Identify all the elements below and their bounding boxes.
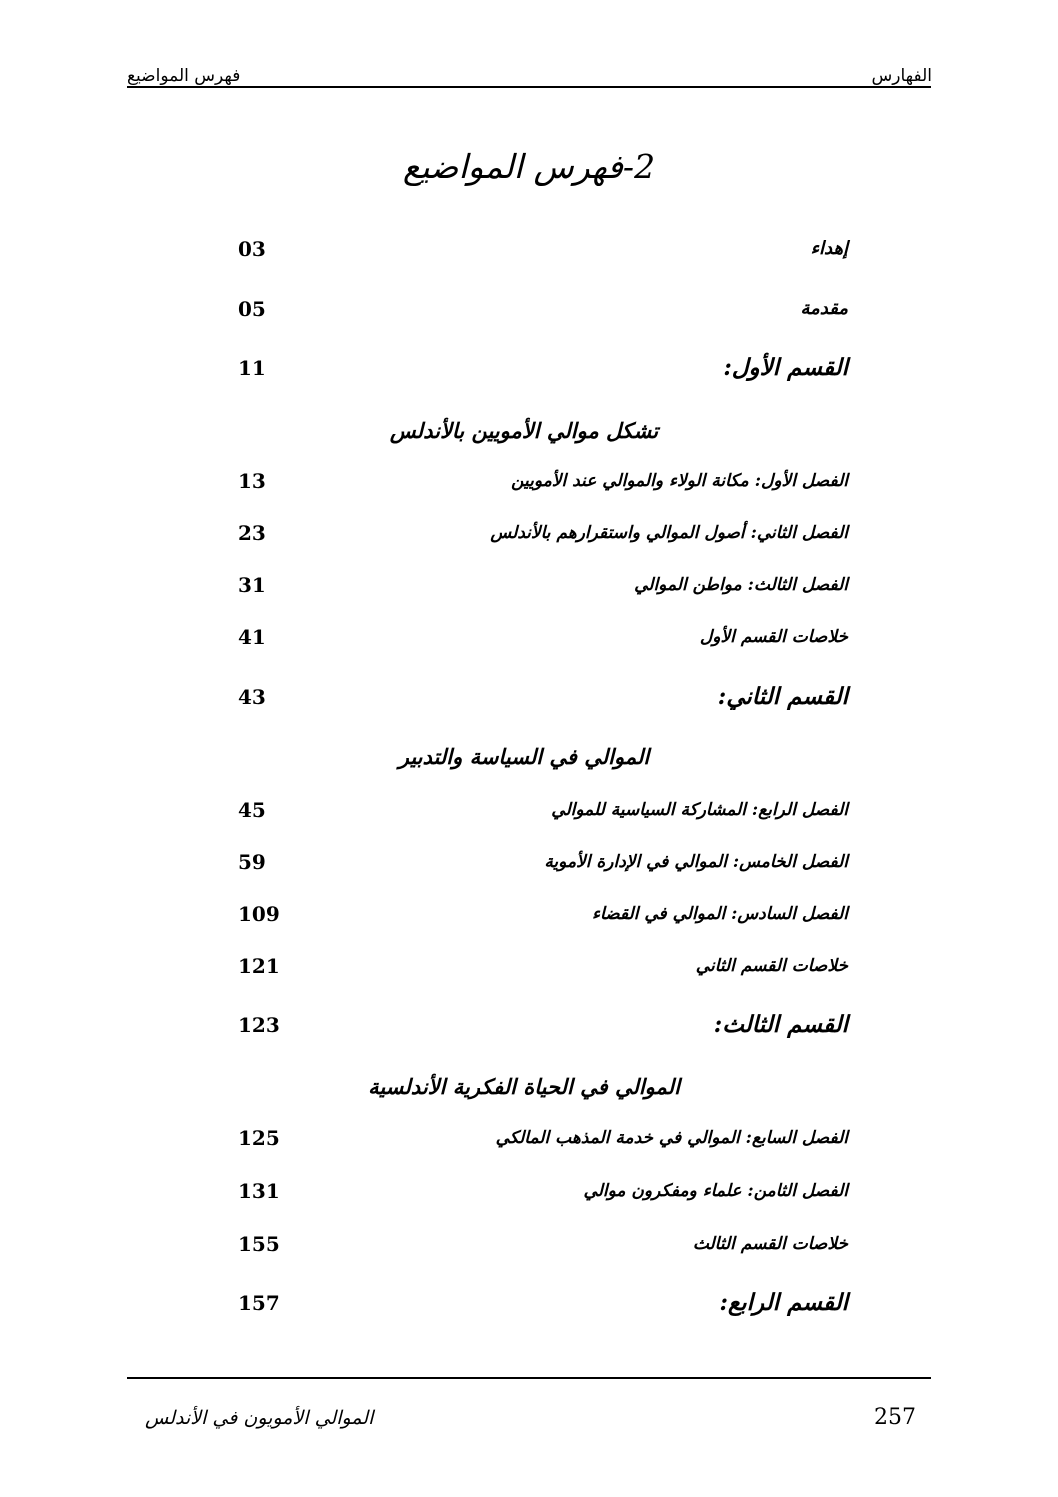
toc-entry-page: 131	[238, 1179, 280, 1203]
toc-entry-page: 23	[238, 521, 266, 545]
toc-entry-page: 41	[238, 625, 266, 649]
toc-entry-label: الفصل الرابع: المشاركة السياسية للموالي	[551, 800, 848, 820]
toc-entry-page: 11	[238, 356, 266, 380]
toc-entry-part-1	[200, 351, 848, 385]
toc-entry-label: القسم الثاني:	[717, 683, 848, 710]
page-title: 2-فهرس المواضيع	[402, 147, 656, 186]
toc-entry-label: الفصل الثاني: أصول الموالي واستقرارهم بالأندلس	[490, 523, 848, 543]
toc-entry-page: 59	[238, 850, 266, 874]
toc-entry-chapter-5	[200, 845, 848, 879]
toc-entry-label: الفصل السابع: الموالي في خدمة المذهب المالكي	[495, 1128, 848, 1148]
running-header-section: الفهارس	[871, 66, 932, 86]
toc-entry-chapter-8	[200, 1174, 848, 1208]
toc-entry-page: 121	[238, 954, 280, 978]
toc-entry-part-4	[200, 1286, 848, 1320]
footer-page-number: 257	[874, 1405, 916, 1430]
toc-entry-chapter-7	[200, 1121, 848, 1155]
toc-entry-chapter-3	[200, 568, 848, 602]
header-rule	[127, 86, 931, 88]
toc-entry-page: 43	[238, 685, 266, 709]
toc-entry-page: 31	[238, 573, 266, 597]
running-header-title: فهرس المواضيع	[127, 66, 241, 86]
toc-entry-chapter-4	[200, 793, 848, 827]
toc-entry-summary-1	[200, 620, 848, 654]
toc-entry-summary-3	[200, 1227, 848, 1261]
toc-entry-page: 13	[238, 469, 266, 493]
toc-entry-page: 03	[238, 237, 266, 261]
toc-entry-label: الفصل السادس: الموالي في القضاء	[592, 904, 848, 924]
toc-entry-page: 155	[238, 1232, 280, 1256]
toc-entry-label: إهداء	[810, 238, 848, 259]
toc-entry-page: 125	[238, 1126, 280, 1150]
toc-entry-label: القسم الرابع:	[719, 1289, 848, 1316]
footer-rule	[127, 1377, 931, 1379]
toc-entry-label: الفصل الأول: مكانة الولاء والموالي عند الأمويين	[511, 471, 848, 491]
toc-entry-label: خلاصات القسم الثاني	[695, 956, 848, 976]
toc-entry-page: 157	[238, 1291, 280, 1315]
toc-entry-label: خلاصات القسم الأول	[699, 627, 848, 647]
toc-entry-label: الفصل الثالث: مواطن الموالي	[634, 575, 848, 595]
footer-book-title: الموالي الأمويون في الأندلس	[145, 1407, 374, 1429]
toc-entry-page: 123	[238, 1013, 280, 1037]
toc-entry-introduction	[200, 292, 848, 326]
toc-entry-page: 109	[238, 902, 280, 926]
toc-entry-chapter-6	[200, 897, 848, 931]
toc-entry-label: القسم الأول:	[723, 354, 848, 381]
toc-entry-label: خلاصات القسم الثالث	[692, 1234, 848, 1254]
toc-entry-summary-2	[200, 949, 848, 983]
toc-part-2-subtitle: الموالي في السياسة والتدبير	[398, 744, 650, 769]
toc-entry-part-2	[200, 680, 848, 714]
toc-entry-dedication	[200, 232, 848, 266]
toc-entry-label: الفصل الثامن: علماء ومفكرون موالي	[583, 1181, 848, 1201]
toc-part-3-subtitle: الموالي في الحياة الفكرية الأندلسية	[368, 1074, 680, 1099]
toc-entry-chapter-2	[200, 516, 848, 550]
toc-entry-page: 45	[238, 798, 266, 822]
toc-entry-chapter-1	[200, 464, 848, 498]
toc-entry-label: مقدمة	[800, 298, 848, 319]
toc-entry-part-3	[200, 1008, 848, 1042]
toc-entry-label: الفصل الخامس: الموالي في الإدارة الأموية	[544, 852, 848, 872]
toc-entry-label: القسم الثالث:	[713, 1011, 848, 1038]
toc-part-1-subtitle: تشكل موالي الأمويين بالأندلس	[389, 418, 659, 443]
toc-entry-page: 05	[238, 297, 266, 321]
